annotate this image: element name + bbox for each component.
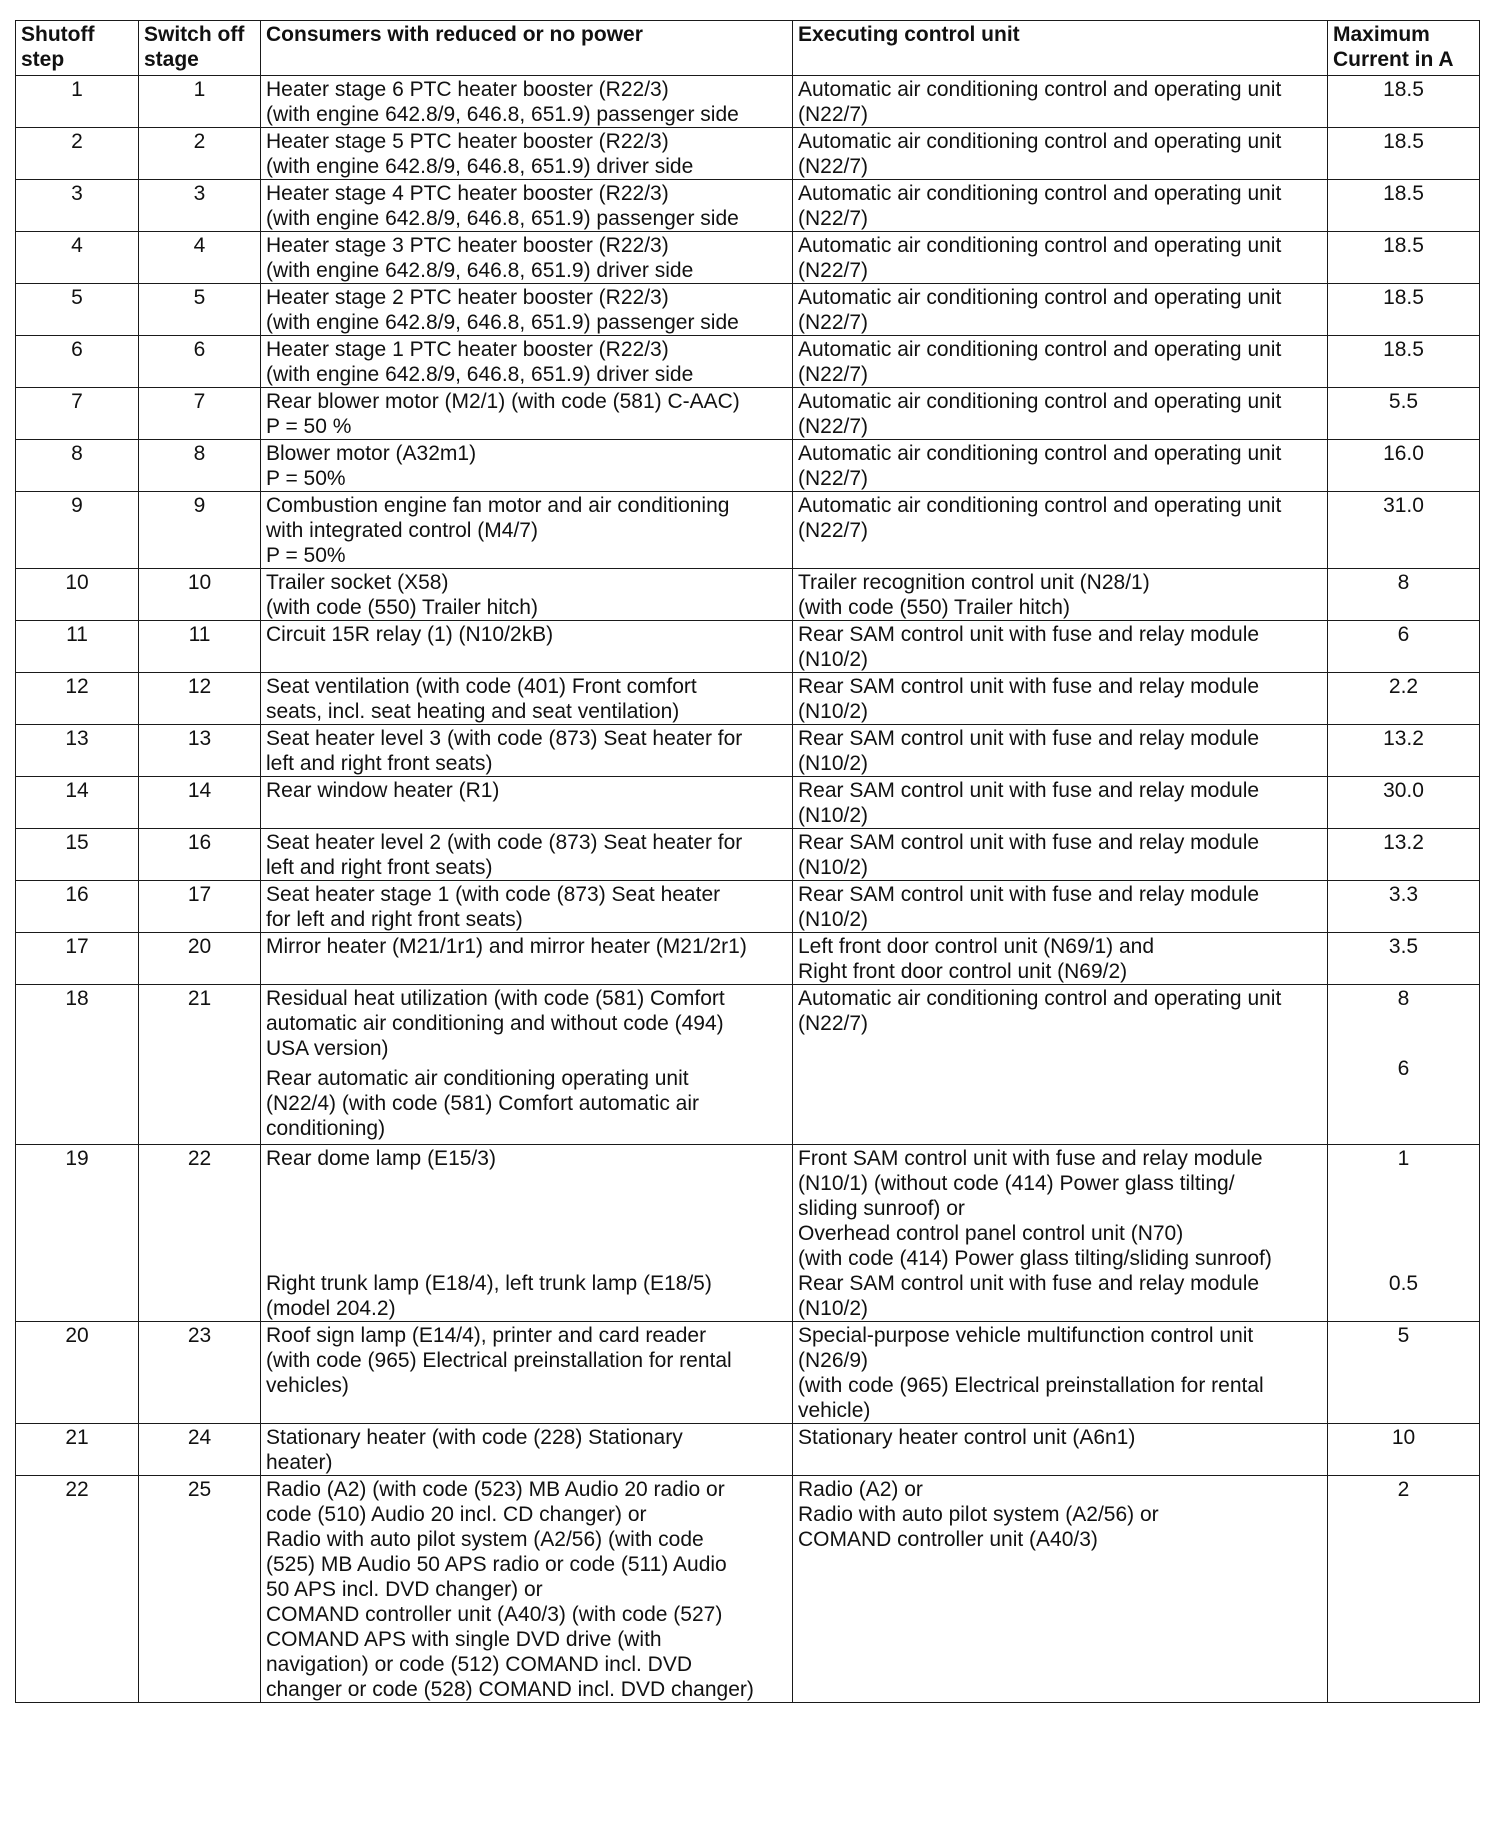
shutoff-step-cell: 4 [16, 232, 139, 284]
consumers-cell [261, 1322, 793, 1424]
text-line: Seat ventilation (with code (401) Front comfort [266, 675, 697, 698]
shutoff-step-cell: 9 [16, 492, 139, 569]
switch-off-stage-cell: 12 [139, 673, 261, 725]
text-line: (with engine 642.8/9, 646.8, 651.9) driver side [266, 363, 694, 386]
switch-off-stage-cell: 24 [139, 1424, 261, 1476]
switch-off-stage-cell: 16 [139, 829, 261, 881]
text-line: (with code (550) Trailer hitch) [798, 596, 1070, 619]
max-current-cell: 3.5 [1328, 933, 1480, 985]
consumers-block-b [266, 1271, 787, 1321]
table-row [16, 180, 1480, 232]
switch-off-stage-cell: 10 [139, 569, 261, 621]
text-line: Rear SAM control unit with fuse and relay module [798, 623, 1260, 646]
text-line: Automatic air conditioning control and operating unit [798, 494, 1282, 517]
shutoff-step-cell: 12 [16, 673, 139, 725]
switch-off-stage-cell: 7 [139, 388, 261, 440]
switch-off-stage-cell: 25 [139, 1476, 261, 1703]
text-line: for left and right front seats) [266, 908, 523, 931]
shutoff-step-cell: 15 [16, 829, 139, 881]
text-line: Radio (A2) (with code (523) MB Audio 20 radio or [266, 1478, 725, 1501]
table-row [16, 933, 1480, 985]
control-unit-cell [793, 1424, 1328, 1476]
text-line: Stationary heater control unit (A6n1) [798, 1426, 1136, 1449]
consumers-cell [261, 232, 793, 284]
consumers-block-b [266, 1066, 787, 1141]
switch-off-stage-cell: 17 [139, 881, 261, 933]
table-row [16, 1424, 1480, 1476]
switch-off-stage-cell: 2 [139, 128, 261, 180]
switch-off-stage-cell: 14 [139, 777, 261, 829]
max-current-b: 6 [1397, 1057, 1410, 1080]
text-line: (with engine 642.8/9, 646.8, 651.9) driver side [266, 259, 694, 282]
load-shedding-table [15, 20, 1480, 1703]
text-line: Front SAM control unit with fuse and relay module [798, 1147, 1263, 1170]
shutoff-step-cell: 8 [16, 440, 139, 492]
max-current-cell: 13.2 [1328, 829, 1480, 881]
text-line: Radio with auto pilot system (A2/56) or [798, 1503, 1159, 1526]
text-line: Automatic air conditioning control and operating unit [798, 987, 1282, 1010]
table-row [16, 1476, 1480, 1703]
text-line: (525) MB Audio 50 APS radio or code (511) Audio [266, 1553, 727, 1576]
max-current-cell: 10 [1328, 1424, 1480, 1476]
switch-off-stage-cell: 5 [139, 284, 261, 336]
text-line: Roof sign lamp (E14/4), printer and card reader [266, 1324, 707, 1347]
consumers-cell [261, 569, 793, 621]
text-line: Automatic air conditioning control and operating unit [798, 130, 1282, 153]
text-line: (N22/7) [798, 207, 869, 230]
max-current-cell: 18.5 [1328, 336, 1480, 388]
consumers-block-a [266, 1146, 787, 1171]
text-line: Seat heater level 2 (with code (873) Seat heater for [266, 831, 743, 854]
text-line: (with code (414) Power glass tilting/sliding sunroof) [798, 1247, 1272, 1270]
text-line: (N10/2) [798, 908, 869, 931]
text-line: 50 APS incl. DVD changer) or [266, 1578, 543, 1601]
text-line: (N22/7) [798, 311, 869, 334]
consumers-cell [261, 1145, 793, 1322]
shutoff-step-cell: 17 [16, 933, 139, 985]
control-unit-cell [793, 1476, 1328, 1703]
control-unit-cell [793, 569, 1328, 621]
text-line: Stationary heater (with code (228) Stationary [266, 1426, 683, 1449]
control-unit-cell [793, 673, 1328, 725]
table-row [16, 388, 1480, 440]
switch-off-stage-cell: 22 [139, 1145, 261, 1322]
table-header-row [16, 21, 1480, 76]
text-line: Heater stage 2 PTC heater booster (R22/3) [266, 286, 669, 309]
text-line: with integrated control (M4/7) [266, 519, 538, 542]
max-current-cell: 18.5 [1328, 180, 1480, 232]
text-line: conditioning) [266, 1117, 386, 1140]
text-line: Rear automatic air conditioning operating unit [266, 1067, 689, 1090]
text-line: (N10/2) [798, 856, 869, 879]
text-line: Seat heater stage 1 (with code (873) Seat heater [266, 883, 721, 906]
consumers-cell [261, 933, 793, 985]
shutoff-step-cell: 22 [16, 1476, 139, 1703]
switch-off-stage-cell: 11 [139, 621, 261, 673]
text-line: Rear dome lamp (E15/3) [266, 1147, 496, 1170]
control-unit-cell [793, 440, 1328, 492]
max-current-cell: 5.5 [1328, 388, 1480, 440]
max-current-cell: 16.0 [1328, 440, 1480, 492]
consumers-cell [261, 336, 793, 388]
switch-off-stage-cell: 8 [139, 440, 261, 492]
shutoff-step-cell: 16 [16, 881, 139, 933]
table-row [16, 673, 1480, 725]
text-line: changer or code (528) COMAND incl. DVD changer) [266, 1678, 754, 1701]
max-current-cell: 30.0 [1328, 777, 1480, 829]
text-line: COMAND APS with single DVD drive (with [266, 1628, 662, 1651]
switch-off-stage-cell: 6 [139, 336, 261, 388]
switch-off-stage-cell: 9 [139, 492, 261, 569]
text-line: Automatic air conditioning control and operating unit [798, 286, 1282, 309]
text-line: Circuit 15R relay (1) (N10/2kB) [266, 623, 554, 646]
consumers-cell [261, 777, 793, 829]
table-row [16, 492, 1480, 569]
shutoff-step-cell: 19 [16, 1145, 139, 1322]
text-line: code (510) Audio 20 incl. CD changer) or [266, 1503, 647, 1526]
consumers-cell [261, 76, 793, 128]
table-row [16, 76, 1480, 128]
text-line: Blower motor (A32m1) [266, 442, 477, 465]
text-line: COMAND controller unit (A40/3) [798, 1528, 1098, 1551]
text-line: Radio (A2) or [798, 1478, 923, 1501]
shutoff-step-cell: 13 [16, 725, 139, 777]
text-line: (N22/7) [798, 519, 869, 542]
table-body-special [16, 985, 1480, 1322]
control-unit-cell [793, 232, 1328, 284]
text-line: Automatic air conditioning control and operating unit [798, 390, 1282, 413]
text-line: Heater stage 5 PTC heater booster (R22/3) [266, 130, 669, 153]
control-unit-block-a [798, 1146, 1322, 1271]
text-line: Trailer recognition control unit (N28/1) [798, 571, 1150, 594]
max-current-cell: 2.2 [1328, 673, 1480, 725]
shutoff-step-cell: 20 [16, 1322, 139, 1424]
table-row [16, 829, 1480, 881]
table-body-main [16, 76, 1480, 985]
max-current-cell [1328, 1145, 1480, 1322]
header-shutoff-step: Shutoff step [16, 21, 139, 76]
header-control-unit: Executing control unit [793, 21, 1328, 76]
text-line: Automatic air conditioning control and operating unit [798, 442, 1282, 465]
max-current-a: 1 [1397, 1147, 1410, 1170]
max-current-cell: 18.5 [1328, 128, 1480, 180]
shutoff-step-cell: 6 [16, 336, 139, 388]
shutoff-step-cell: 5 [16, 284, 139, 336]
consumers-cell [261, 388, 793, 440]
text-line: (N10/2) [798, 700, 869, 723]
text-line: (with code (550) Trailer hitch) [266, 596, 538, 619]
text-line: (N22/7) [798, 363, 869, 386]
shutoff-step-cell: 2 [16, 128, 139, 180]
table-row [16, 284, 1480, 336]
control-unit-cell [793, 284, 1328, 336]
shutoff-step-cell: 7 [16, 388, 139, 440]
text-line: Rear window heater (R1) [266, 779, 500, 802]
text-line: (N10/2) [798, 1297, 869, 1320]
max-current-cell [1328, 985, 1480, 1145]
consumers-cell [261, 829, 793, 881]
table-row [16, 725, 1480, 777]
max-current-cell: 6 [1328, 621, 1480, 673]
max-current-cell: 18.5 [1328, 76, 1480, 128]
text-line: Rear SAM control unit with fuse and relay module [798, 831, 1260, 854]
max-current-cell: 3.3 [1328, 881, 1480, 933]
text-line: (model 204.2) [266, 1297, 396, 1320]
text-line: Residual heat utilization (with code (581) Comfort [266, 987, 725, 1010]
text-line: P = 50% [266, 544, 346, 567]
text-line: Automatic air conditioning control and operating unit [798, 338, 1282, 361]
control-unit-cell [793, 777, 1328, 829]
control-unit-cell [793, 933, 1328, 985]
max-current-a: 8 [1397, 987, 1410, 1010]
text-line: USA version) [266, 1037, 389, 1060]
control-unit-cell [793, 1322, 1328, 1424]
text-line: Right front door control unit (N69/2) [798, 960, 1128, 983]
consumers-block-a [266, 986, 787, 1061]
control-unit-cell [793, 128, 1328, 180]
control-unit-block-b [798, 1271, 1322, 1321]
shutoff-step-cell: 21 [16, 1424, 139, 1476]
switch-off-stage-cell: 4 [139, 232, 261, 284]
text-line: navigation) or code (512) COMAND incl. DVD [266, 1653, 692, 1676]
text-line: Left front door control unit (N69/1) and [798, 935, 1155, 958]
consumers-cell [261, 985, 793, 1145]
text-line: Right trunk lamp (E18/4), left trunk lamp (E18/5) [266, 1272, 712, 1295]
max-current-cell: 13.2 [1328, 725, 1480, 777]
control-unit-cell [793, 1145, 1328, 1322]
switch-off-stage-cell: 23 [139, 1322, 261, 1424]
max-current-cell: 31.0 [1328, 492, 1480, 569]
control-unit-cell [793, 492, 1328, 569]
text-line: (N22/7) [798, 467, 869, 490]
control-unit-cell [793, 621, 1328, 673]
text-line: (with code (965) Electrical preinstallation for rental [798, 1374, 1264, 1397]
text-line: (N22/4) (with code (581) Comfort automatic air [266, 1092, 699, 1115]
header-max-current: Maximum Current in A [1328, 21, 1480, 76]
text-line: Rear SAM control unit with fuse and relay module [798, 1272, 1260, 1295]
text-line: Mirror heater (M21/1r1) and mirror heater (M21/2r1) [266, 935, 747, 958]
switch-off-stage-cell: 13 [139, 725, 261, 777]
table-row [16, 232, 1480, 284]
text-line: heater) [266, 1451, 333, 1474]
text-line: Automatic air conditioning control and operating unit [798, 78, 1282, 101]
text-line: Automatic air conditioning control and operating unit [798, 182, 1282, 205]
text-line: (N10/2) [798, 752, 869, 775]
text-line: (N10/1) (without code (414) Power glass tilting/ [798, 1172, 1235, 1195]
text-line: Seat heater level 3 (with code (873) Seat heater for [266, 727, 743, 750]
control-unit-cell [793, 725, 1328, 777]
switch-off-stage-cell: 21 [139, 985, 261, 1145]
text-line: (with engine 642.8/9, 646.8, 651.9) passenger side [266, 311, 739, 334]
text-line: Combustion engine fan motor and air conditioning [266, 494, 730, 517]
table-row [16, 1145, 1480, 1322]
text-line: (N10/2) [798, 804, 869, 827]
consumers-cell [261, 621, 793, 673]
table-row [16, 440, 1480, 492]
consumers-cell [261, 881, 793, 933]
shutoff-step-cell: 18 [16, 985, 139, 1145]
shutoff-step-cell: 14 [16, 777, 139, 829]
consumers-cell [261, 673, 793, 725]
max-current-b: 0.5 [1388, 1272, 1419, 1295]
text-line: Heater stage 1 PTC heater booster (R22/3) [266, 338, 669, 361]
text-line: (N22/7) [798, 155, 869, 178]
max-current-cell: 18.5 [1328, 232, 1480, 284]
text-line: Heater stage 4 PTC heater booster (R22/3) [266, 182, 669, 205]
text-line: (N22/7) [798, 1012, 869, 1035]
control-unit-cell [793, 76, 1328, 128]
consumers-cell [261, 1476, 793, 1703]
text-line: P = 50 % [266, 415, 352, 438]
text-line: left and right front seats) [266, 752, 493, 775]
control-unit-cell [793, 388, 1328, 440]
text-line: Heater stage 3 PTC heater booster (R22/3) [266, 234, 669, 257]
text-line: left and right front seats) [266, 856, 493, 879]
control-unit-cell [793, 985, 1328, 1145]
switch-off-stage-cell: 3 [139, 180, 261, 232]
text-line: (N22/7) [798, 103, 869, 126]
text-line: Rear blower motor (M2/1) (with code (581) C-AAC) [266, 390, 740, 413]
control-unit-cell [793, 881, 1328, 933]
table-row [16, 1322, 1480, 1424]
table-row [16, 881, 1480, 933]
text-line: Radio with auto pilot system (A2/56) (with code [266, 1528, 704, 1551]
control-unit-lines [798, 986, 1322, 1036]
consumers-cell [261, 284, 793, 336]
text-line: (N26/9) [798, 1349, 869, 1372]
text-line: P = 50% [266, 467, 346, 490]
text-line: (N22/7) [798, 415, 869, 438]
shutoff-step-cell: 11 [16, 621, 139, 673]
table-row [16, 128, 1480, 180]
table-row [16, 985, 1480, 1145]
text-line: vehicle) [798, 1399, 871, 1422]
consumers-cell [261, 1424, 793, 1476]
text-line: automatic air conditioning and without code (494) [266, 1012, 724, 1035]
text-line: (with code (965) Electrical preinstallation for rental [266, 1349, 732, 1372]
table-row [16, 569, 1480, 621]
shutoff-step-cell: 10 [16, 569, 139, 621]
text-line: (N10/2) [798, 648, 869, 671]
consumers-cell [261, 128, 793, 180]
text-line: Special-purpose vehicle multifunction control unit [798, 1324, 1254, 1347]
table-row [16, 777, 1480, 829]
text-line: (with engine 642.8/9, 646.8, 651.9) driver side [266, 155, 694, 178]
text-line: Rear SAM control unit with fuse and relay module [798, 675, 1260, 698]
text-line: Overhead control panel control unit (N70) [798, 1222, 1184, 1245]
text-line: vehicles) [266, 1374, 349, 1397]
text-line: seats, incl. seat heating and seat ventilation) [266, 700, 680, 723]
text-line: COMAND controller unit (A40/3) (with code (527) [266, 1603, 723, 1626]
text-line: Rear SAM control unit with fuse and relay module [798, 779, 1260, 802]
max-current-cell: 8 [1328, 569, 1480, 621]
consumers-cell [261, 492, 793, 569]
max-current-cell: 2 [1328, 1476, 1480, 1703]
consumers-cell [261, 180, 793, 232]
header-switch-off-stage: Switch off stage [139, 21, 261, 76]
text-line: Automatic air conditioning control and operating unit [798, 234, 1282, 257]
text-line: Rear SAM control unit with fuse and relay module [798, 727, 1260, 750]
header-consumers: Consumers with reduced or no power [261, 21, 793, 76]
table-row [16, 621, 1480, 673]
control-unit-cell [793, 829, 1328, 881]
consumers-cell [261, 440, 793, 492]
control-unit-cell [793, 180, 1328, 232]
text-line: (with engine 642.8/9, 646.8, 651.9) passenger side [266, 207, 739, 230]
max-current-cell: 5 [1328, 1322, 1480, 1424]
max-current-cell: 18.5 [1328, 284, 1480, 336]
text-line: sliding sunroof) or [798, 1197, 965, 1220]
shutoff-step-cell: 3 [16, 180, 139, 232]
table-row [16, 336, 1480, 388]
consumers-cell [261, 725, 793, 777]
text-line: (with engine 642.8/9, 646.8, 651.9) passenger side [266, 103, 739, 126]
control-unit-cell [793, 336, 1328, 388]
text-line: Rear SAM control unit with fuse and relay module [798, 883, 1260, 906]
shutoff-step-cell: 1 [16, 76, 139, 128]
text-line: Heater stage 6 PTC heater booster (R22/3) [266, 78, 669, 101]
switch-off-stage-cell: 20 [139, 933, 261, 985]
text-line: Trailer socket (X58) [266, 571, 449, 594]
text-line: (N22/7) [798, 259, 869, 282]
switch-off-stage-cell: 1 [139, 76, 261, 128]
table-body-end [16, 1322, 1480, 1703]
